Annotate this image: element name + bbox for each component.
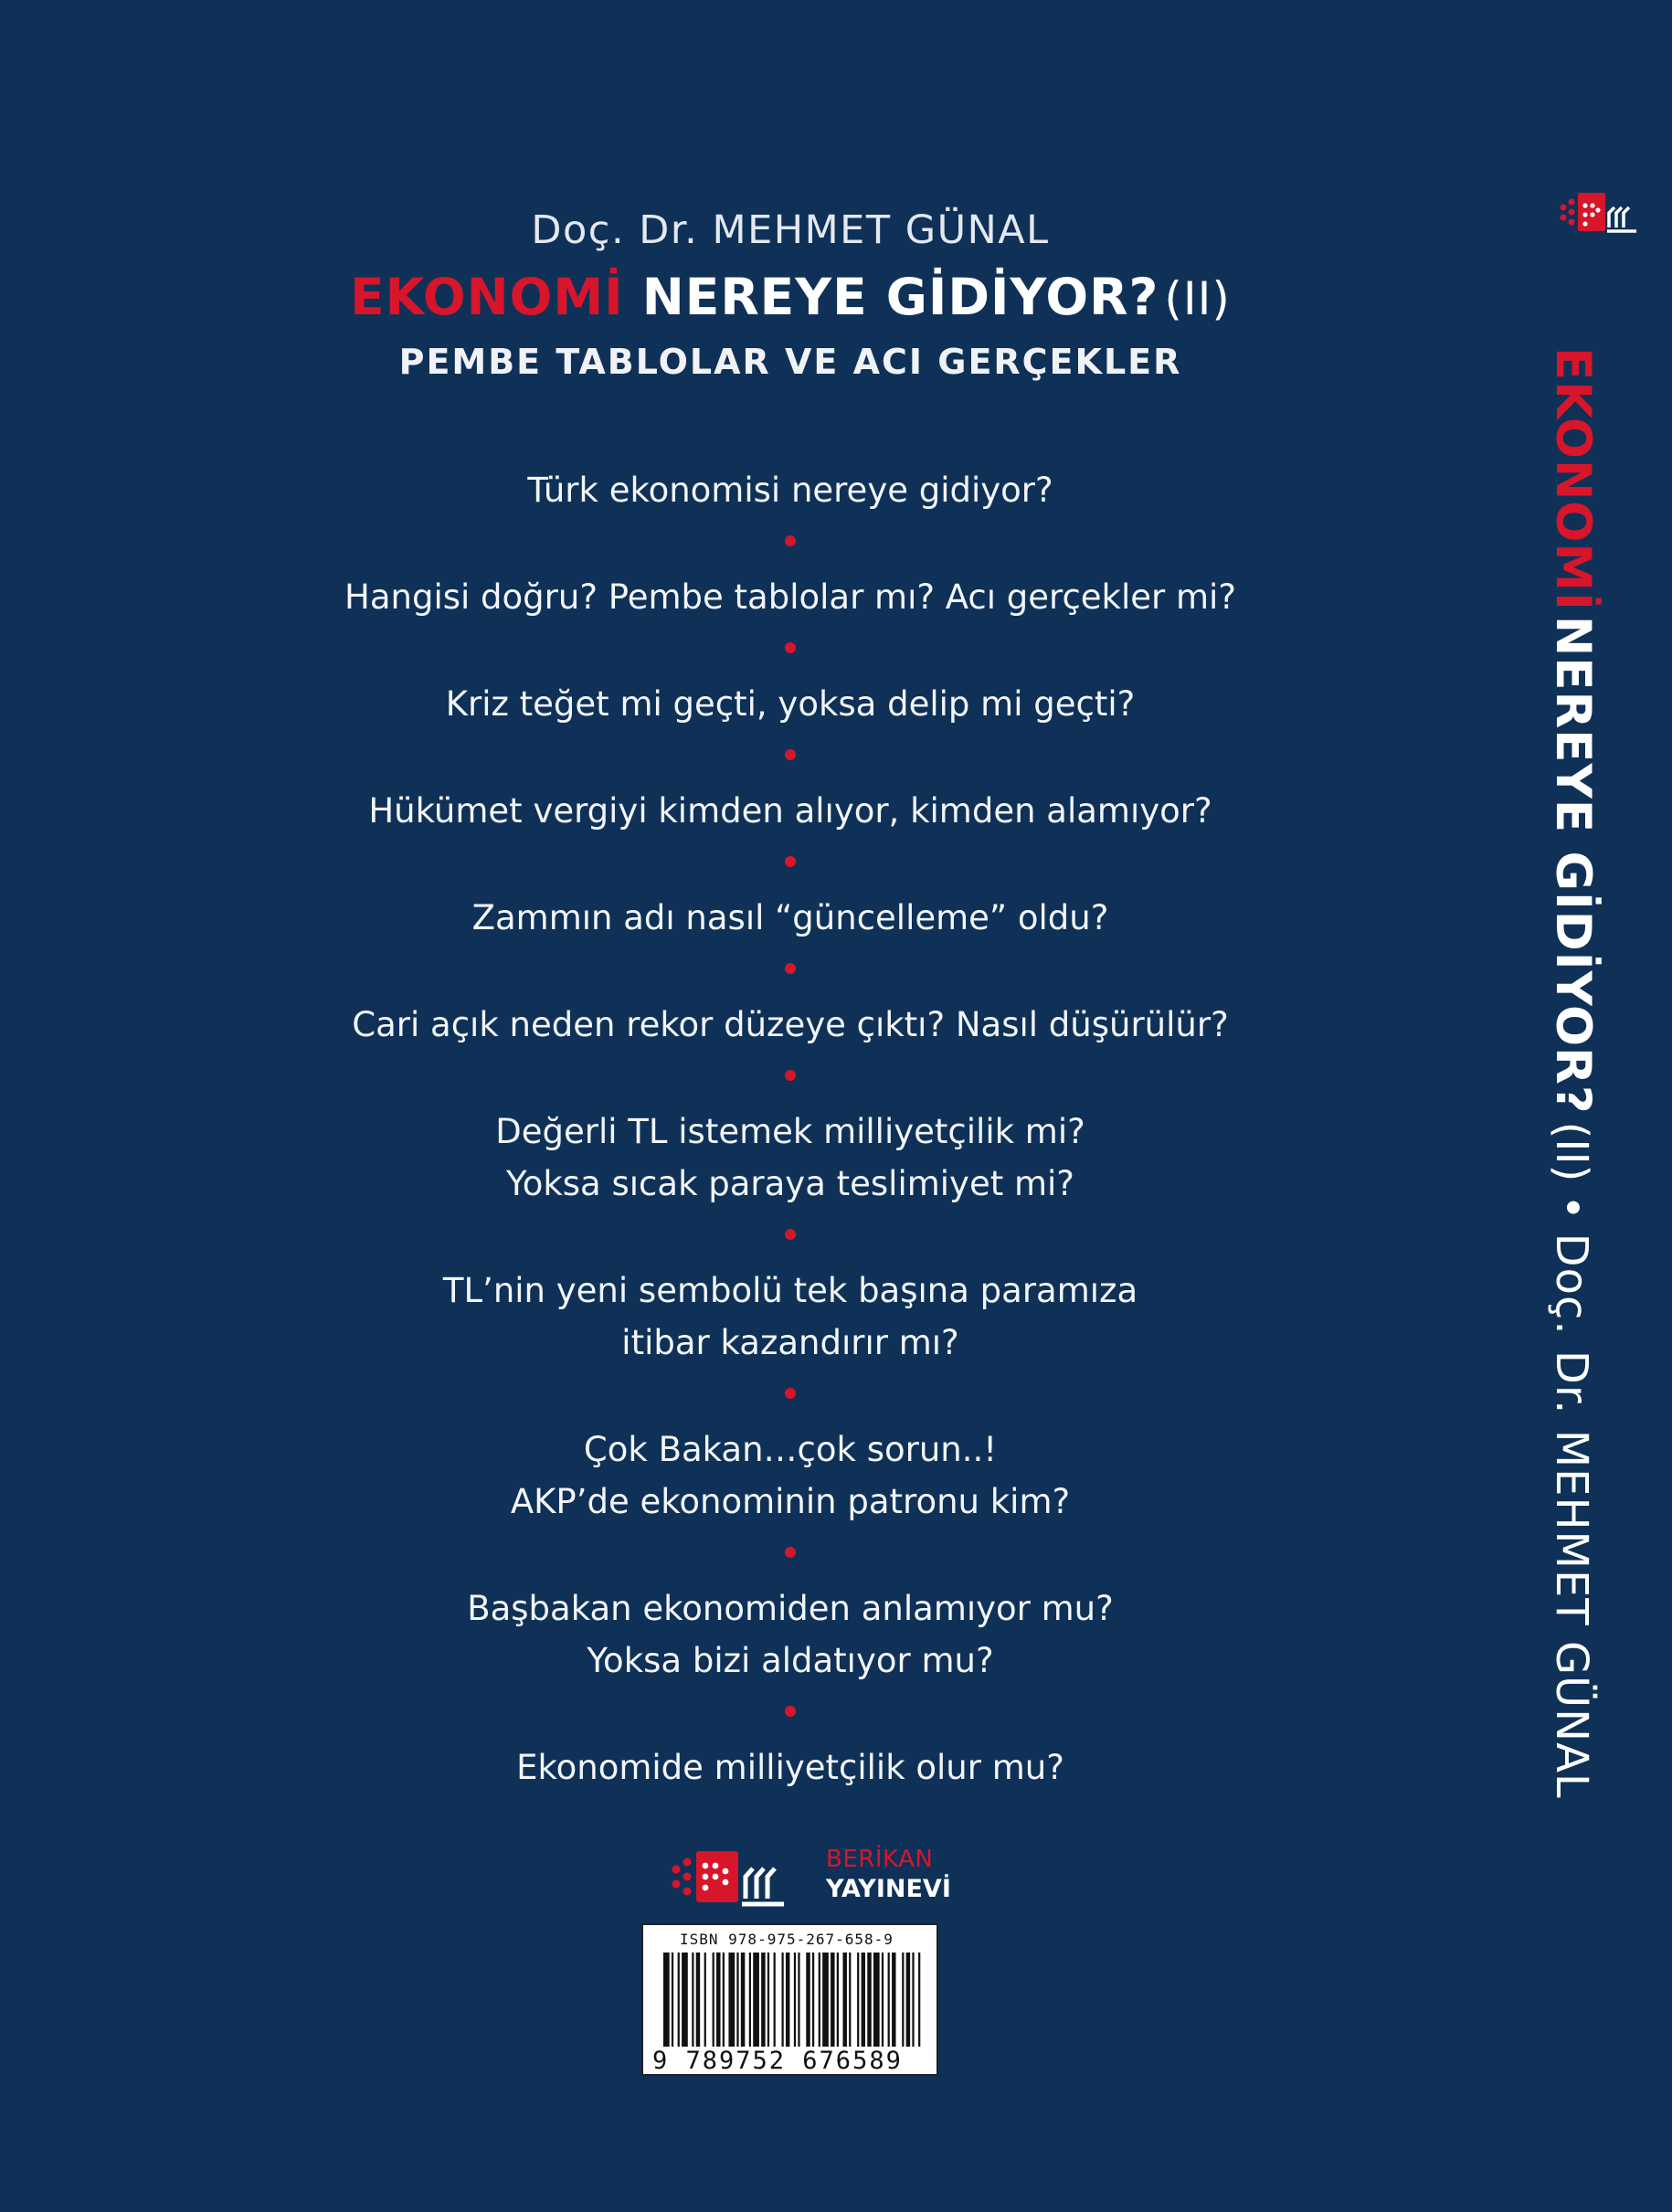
barcode-bar [902, 1953, 904, 2047]
barcode-bar [918, 1953, 920, 2047]
barcode-bar [892, 1953, 895, 2047]
ean-digits: 9 789752 676589 [652, 2047, 903, 2075]
spine-title-volume: (II) [1546, 1121, 1597, 1182]
spine-publisher-logo-icon [1558, 187, 1640, 238]
barcode-bar [682, 1953, 688, 2047]
barcode-bar [882, 1953, 884, 2047]
question-line: Yoksa bizi aldatıyor mu? [587, 1641, 994, 1680]
barcode-bar [786, 1953, 789, 2047]
barcode-bar [831, 1953, 834, 2047]
question-line: Başbakan ekonomiden anlamıyor mu? [467, 1589, 1114, 1628]
bullet-separator [785, 856, 796, 867]
barcode-bar [781, 1953, 783, 2047]
cover-header [0, 203, 1581, 387]
question-line: Kriz teğet mi geçti, yoksa delip mi geçti? [445, 684, 1136, 724]
barcode-bar [704, 1953, 706, 2047]
barcode-bar [798, 1953, 799, 2047]
barcode-bar [753, 1953, 759, 2047]
barcode-bar [888, 1953, 890, 2047]
book-title-red: EKONOMİ [350, 268, 624, 326]
barcode-bar [873, 1953, 880, 2047]
question-line: Zammın adı nasıl “güncelleme” oldu? [471, 898, 1109, 937]
question-item [0, 892, 1581, 944]
spine-separator: • [1546, 1194, 1597, 1221]
question-item [0, 999, 1581, 1051]
barcode-bar [749, 1953, 751, 2047]
book-title-white: NEREYE GİDİYOR? [641, 268, 1159, 326]
question-line: Cari açık neden rekor düzeye çıktı? Nasıl düşürülür? [352, 1005, 1229, 1044]
barcode-bar [767, 1953, 769, 2047]
question-item [0, 1265, 1581, 1369]
barcode-bar [696, 1953, 700, 2047]
barcode-bar [837, 1953, 839, 2047]
barcode-bar [728, 1953, 735, 2047]
barcode-bar [774, 1953, 776, 2047]
question-line: TL’nin yeni sembolü tek başına paramıza [442, 1271, 1138, 1310]
question-item [0, 464, 1581, 516]
barcode-bar [736, 1953, 738, 2047]
barcode-bar [692, 1953, 693, 2047]
isbn-barcode [641, 1923, 938, 2076]
bullet-separator [785, 963, 796, 974]
spine-author: Doç. Dr. MEHMET GÜNAL [1546, 1233, 1597, 1799]
barcode-bar [812, 1953, 814, 2047]
spine-title-red: EKONOMİ [1545, 347, 1601, 611]
barcode-bar [822, 1953, 829, 2047]
question-item [0, 571, 1581, 623]
spine-title-white: NEREYE GİDİYOR? [1545, 615, 1601, 1115]
barcode-bars [661, 1953, 928, 2047]
question-item [0, 785, 1581, 837]
bullet-separator [785, 1070, 796, 1081]
barcode-bar [849, 1953, 851, 2047]
bullet-separator [785, 642, 796, 653]
barcode-bar [912, 1953, 914, 2047]
barcode-bar [857, 1953, 859, 2047]
book-spine [1530, 347, 1603, 1799]
question-item [0, 678, 1581, 730]
author-name: Doç. Dr. MEHMET GÜNAL [531, 207, 1050, 253]
bullet-separator [785, 1229, 796, 1240]
book-subtitle: PEMBE TABLOLAR VE ACI GERÇEKLER [398, 342, 1182, 382]
barcode-bar [761, 1953, 765, 2047]
question-list [0, 464, 1581, 1794]
question-item [0, 1741, 1581, 1794]
barcode-bar [819, 1953, 820, 2047]
bullet-separator [785, 1547, 796, 1558]
bullet-separator [785, 749, 796, 760]
question-line: Değerli TL istemek milliyetçilik mi? [495, 1112, 1085, 1151]
publisher-name-line2: YAYINEVİ [826, 1875, 951, 1903]
barcode-bar [723, 1953, 725, 2047]
isbn-label: ISBN 978-975-267-658-9 [680, 1931, 894, 1948]
barcode-bar [716, 1953, 720, 2047]
question-line: Yoksa sıcak paraya teslimiyet mi? [506, 1164, 1074, 1203]
barcode-bar [713, 1953, 714, 2047]
barcode-bar [806, 1953, 810, 2047]
barcode-bar [663, 1953, 670, 2047]
barcode-bar [862, 1953, 865, 2047]
question-line: Ekonomide milliyetçilik olur mu? [516, 1748, 1064, 1787]
book-title [0, 265, 1581, 331]
bullet-separator [785, 535, 796, 546]
barcode-bar [842, 1953, 846, 2047]
book-title-volume: (II) [1164, 272, 1231, 325]
question-line: Türk ekonomisi nereye gidiyor? [527, 471, 1053, 510]
bullet-separator [785, 1388, 796, 1399]
question-line: Hükümet vergiyi kimden alıyor, kimden alamıyor? [368, 791, 1212, 831]
question-line: itibar kazandırır mı? [621, 1323, 959, 1362]
question-item [0, 1424, 1581, 1528]
question-line: Çok Bakan…çok sorun..! [583, 1430, 998, 1469]
publisher-name-line1: BERİKAN [826, 1846, 934, 1873]
question-line: Hangisi doğru? Pembe tablolar mı? Acı gerçekler mi? [344, 577, 1236, 617]
question-line: AKP’de ekonominin patronu kim? [510, 1482, 1071, 1521]
barcode-bar [741, 1953, 745, 2047]
question-item [0, 1582, 1581, 1687]
barcode-bar [906, 1953, 910, 2047]
barcode-bar [672, 1953, 673, 2047]
bullet-separator [785, 1706, 796, 1717]
publisher-logo [669, 1844, 951, 1910]
berikan-logo-icon [669, 1844, 788, 1910]
barcode-bar [678, 1953, 680, 2047]
barcode-bar [867, 1953, 871, 2047]
barcode-bar [794, 1953, 796, 2047]
question-item [0, 1106, 1581, 1210]
